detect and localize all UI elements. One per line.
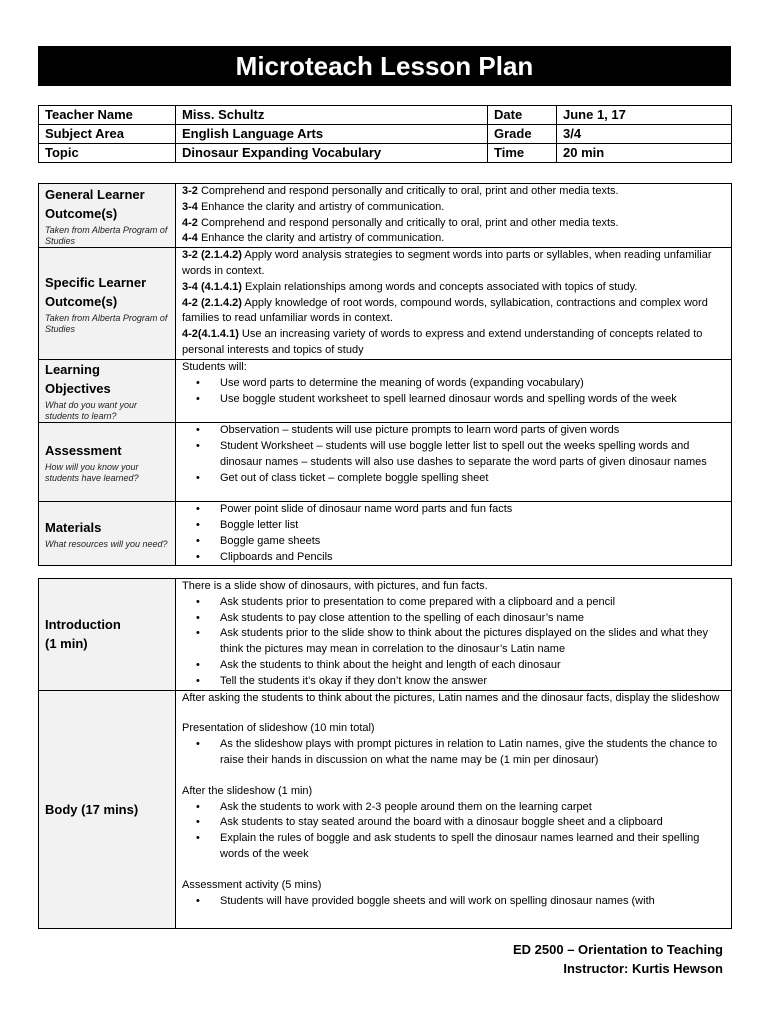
list-item: • Students will have provided boggle sheets and will work on spelling dinosaur names (with — [220, 894, 725, 910]
plan-row-assessment — [39, 423, 732, 502]
list-item: • Boggle game sheets — [220, 534, 725, 550]
list-item: • Get out of class ticket – complete boggle spelling sheet — [220, 471, 725, 487]
info-label: Date — [488, 106, 557, 125]
row-label: General Learner Outcome(s) — [45, 186, 145, 221]
section-heading: Presentation of slideshow (10 min total) — [182, 722, 375, 735]
list-item: • Ask students to stay seated around the board with a dinosaur boggle sheet and a clipboard — [220, 815, 725, 831]
plan-row-materials — [39, 502, 732, 566]
procedure-table — [38, 578, 732, 929]
list-item: • Clipboards and Pencils — [220, 550, 725, 566]
list-item: • Ask students prior to the slide show to think about the pictures displayed on the slides and what they think the pictures may mean in correlation to the dinosaur’s Latin name — [220, 626, 725, 658]
info-value: Dinosaur Expanding Vocabulary — [176, 144, 488, 163]
list-item: • Tell the students it’s okay if they don’t know the answer — [220, 674, 725, 690]
general-outcomes: 3-2 Comprehend and respond personally and critically to oral, print and other media texts. 3-4 Enhance the clarity and artistry of communication. 4-2 Comprehend and respond personally and critically to oral, print and other media texts. 4-4 Enhance the clarity and artistry of communication. — [176, 184, 732, 248]
row-label: Materials — [45, 519, 102, 535]
list-item: • Use boggle student worksheet to spell learned dinosaur words and spelling words of the week — [220, 392, 725, 408]
row-sublabel: What do you want your students to learn? — [45, 400, 138, 422]
info-label: Time — [488, 144, 557, 163]
plan-row-specific — [39, 248, 732, 360]
list-item: • Ask the students to think about the height and length of each dinosaur — [220, 658, 725, 674]
materials-list — [176, 502, 732, 566]
info-row — [39, 106, 732, 125]
instructor-name: Instructor: Kurtis Hewson — [563, 961, 723, 976]
lesson-info-table — [38, 105, 732, 163]
list-item: • Boggle letter list — [220, 518, 725, 534]
row-sublabel: What resources will you need? — [45, 538, 168, 549]
info-row — [39, 144, 732, 163]
info-row — [39, 125, 732, 144]
procedure-row-body — [39, 690, 732, 928]
info-value: Miss. Schultz — [176, 106, 488, 125]
procedure-row-introduction — [39, 579, 732, 691]
document-title: Microteach Lesson Plan — [38, 46, 731, 86]
row-label: Introduction (1 min) — [45, 617, 121, 652]
info-value: 20 min — [557, 144, 732, 163]
info-label: Subject Area — [39, 125, 176, 144]
info-label: Grade — [488, 125, 557, 144]
list-item: • As the slideshow plays with prompt pictures in relation to Latin names, give the students the chance to raise their hands in discussion on what the name may be (1 min per dinosaur) — [220, 737, 725, 769]
info-label: Topic — [39, 144, 176, 163]
section-heading: After the slideshow (1 min) — [182, 784, 313, 797]
plan-row-objectives — [39, 360, 732, 423]
row-sublabel: Taken from Alberta Program of Studies — [45, 312, 168, 334]
list-item: • Power point slide of dinosaur name word parts and fun facts — [220, 502, 725, 518]
row-sublabel: Taken from Alberta Program of Studies — [45, 224, 168, 246]
assessment-list — [176, 423, 732, 502]
list-item: • Ask students to pay close attention to the spelling of each dinosaur’s name — [220, 611, 725, 627]
course-name: ED 2500 – Orientation to Teaching — [513, 942, 723, 957]
plan-row-general — [39, 184, 732, 248]
plan-table — [38, 183, 732, 566]
specific-outcomes: 3-2 (2.1.4.2) Apply word analysis strategies to segment words into parts or syllables, when reading unfamiliar words in context. 3-4 (4.1.4.1) Explain relationships among words and concepts associated with topics of study. 4-2 (2.1.4.2) Apply knowledge of root words, compound words, syllabication, contractions and complex word families to read unfamiliar words in context. 4-2(4.1.4.1) Use an increasing variety of words to express and extend understanding of concepts related to personal interests and topics of study — [176, 248, 732, 360]
list-item: • Student Worksheet – students will use boggle letter list to spell out the weeks spelling words and dinosaur names – students will also use dashes to separate the word parts of given dinosaur names — [220, 439, 725, 471]
body-content: After asking the students to think about the pictures, Latin names and the dinosaur facts, display the slideshow Presentation of slideshow (10 min total) • As the slideshow plays with prompt pictures in relation to Latin names, give the students the chance to raise their hands in discussion on what the name may be (1 min per dinosaur) After the slideshow (1 min) • Ask the students to work with 2-3 people around them on the learning carpet • Ask students to stay seated around the board with a dinosaur boggle sheet and a clipboard • Explain the rules of boggle and ask students to spell the dinosaur names learned and their spelling words of the week Assessment activity (5 mins) • Students will have provided boggle sheets and will work on spelling dinosaur names (with — [176, 690, 732, 928]
row-label: Specific Learner Outcome(s) — [45, 274, 147, 309]
info-label: Teacher Name — [39, 106, 176, 125]
list-item: • Explain the rules of boggle and ask students to spell the dinosaur names learned and their spelling words of the week — [220, 831, 725, 863]
list-item: • Observation – students will use picture prompts to learn word parts of given words — [220, 423, 725, 439]
page-footer — [513, 940, 723, 978]
row-label: Body (17 mins) — [45, 801, 139, 817]
list-item: • Ask the students to work with 2-3 people around them on the learning carpet — [220, 800, 725, 816]
introduction-content: There is a slide show of dinosaurs, with pictures, and fun facts. • Ask students prior to presentation to come prepared with a clipboard and a pencil • Ask students to pay close attention to the spelling of each dinosaur’s name • Ask students prior to the slide show to think about the pictures displayed on the slides and what they think the pictures may mean in correlation to the dinosaur’s Latin name • Ask the students to think about the height and length of each dinosaur • Tell the students it’s okay if they don’t know the answer — [176, 579, 732, 691]
row-sublabel: How will you know your students have learned? — [45, 461, 139, 483]
list-item: • Ask students prior to presentation to come prepared with a clipboard and a pencil — [220, 595, 725, 611]
row-label: Learning Objectives — [45, 362, 111, 397]
learning-objectives: Students will: • Use word parts to determine the meaning of words (expanding vocabulary) • Use boggle student worksheet to spell learned dinosaur words and spelling words of the week — [176, 360, 732, 423]
info-value: English Language Arts — [176, 125, 488, 144]
list-item: • Use word parts to determine the meaning of words (expanding vocabulary) — [220, 376, 725, 392]
info-value: June 1, 17 — [557, 106, 732, 125]
row-label: Assessment — [45, 442, 122, 458]
info-value: 3/4 — [557, 125, 732, 144]
section-heading: Assessment activity (5 mins) — [182, 878, 322, 891]
